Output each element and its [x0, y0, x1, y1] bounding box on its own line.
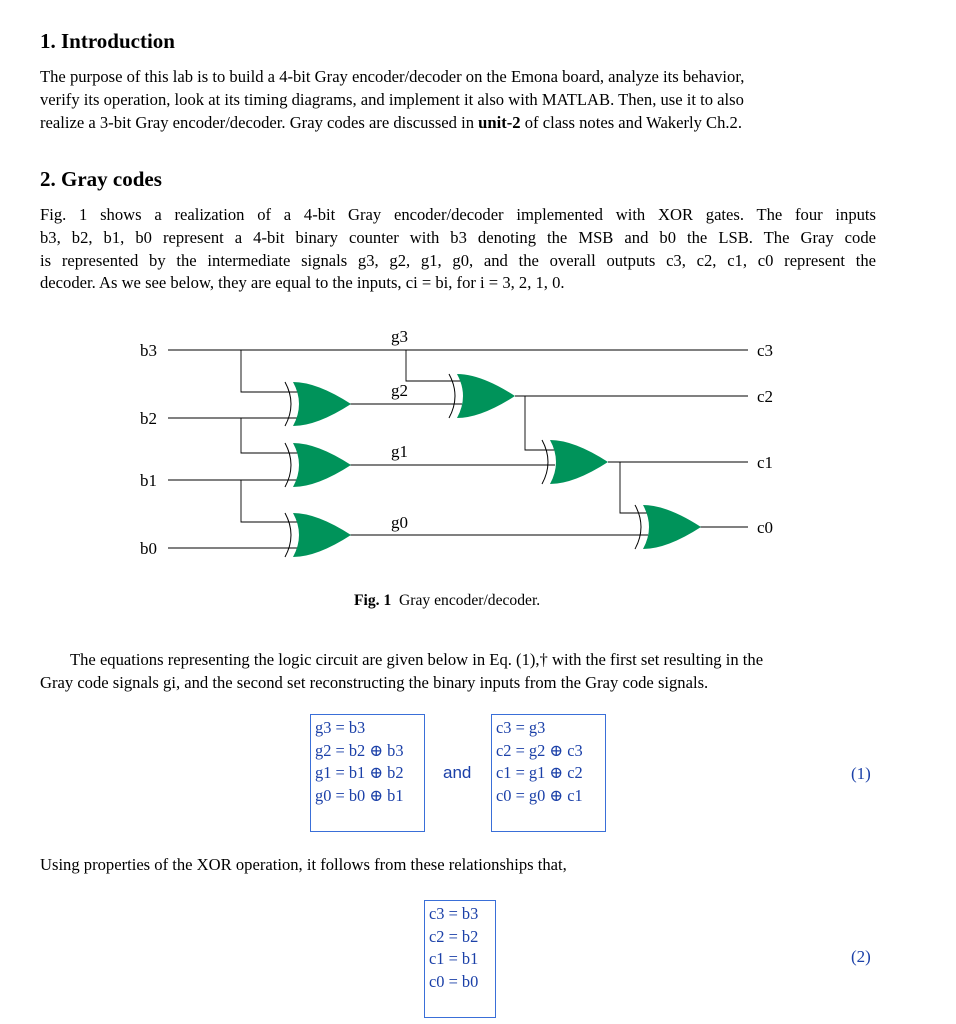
eq1-intro-line-1: The equations representing the logic circuit are given below in Eq. (1),† with the first set resulting in the: [70, 650, 764, 669]
eq1-right-line: c1 = g1 ⊕ c2: [496, 763, 583, 782]
eq1-connector: and: [443, 763, 472, 782]
eq1-left-line: g2 = b2 ⊕ b3: [315, 740, 404, 760]
intro-bold-unit: unit-2: [478, 112, 521, 132]
label-c2: c2: [757, 387, 774, 406]
intro-line-3a: realize a 3-bit Gray encoder/decoder. Gray codes are discussed in: [40, 112, 475, 132]
section-heading-gray-codes: 2. Gray codes: [40, 167, 162, 191]
eq1-right-line: c2 = g2 ⊕ c3: [496, 740, 583, 760]
eq1-left-line: g1 = b1 ⊕ b2: [315, 763, 404, 782]
intro-line-3b: of class notes and Wakerly Ch.2.: [524, 112, 743, 132]
xor-gate-c0: [635, 505, 701, 549]
label-b3: b3: [140, 341, 157, 360]
xor-gate-g2: [285, 382, 351, 426]
section-heading-introduction: 1. Introduction: [40, 29, 175, 53]
eq2-line: c0 = b0: [429, 971, 479, 991]
eq1-left-line: g0 = b0 ⊕ b1: [315, 785, 404, 805]
eq2-number: (2): [851, 947, 871, 966]
label-b2: b2: [140, 409, 157, 428]
gray-codes-paragraph: [40, 204, 876, 295]
eq1-right-line: c0 = g0 ⊕ c1: [496, 785, 583, 805]
label-c1: c1: [757, 453, 774, 472]
label-c0: c0: [757, 518, 774, 537]
gray-line-1: Fig. 1 shows a realization of a 4-bit Gray encoder/decoder implemented with XOR gates. The four inputs: [40, 205, 876, 224]
eq1-left-box: [310, 714, 425, 832]
xor-gate-c1: [542, 440, 608, 484]
intro-line-2: verify its operation, look at its timing diagrams, and implement it also with MATLAB. Then, use it to also: [40, 89, 744, 109]
eq1-left-line: g3 = b3: [315, 718, 366, 737]
gray-line-2: b3, b2, b1, b0 represent a 4-bit binary counter with b3 denoting the MSB and b0 the LSB. The Gray code: [40, 227, 876, 247]
intro-paragraph: [40, 66, 876, 134]
gray-line-3: is represented by the intermediate signals g3, g2, g1, g0, and the overall outputs c3, c2, c1, c0 represent the: [40, 250, 876, 270]
eq2-box: [424, 900, 496, 1018]
figure-caption: [354, 592, 540, 610]
eq2-intro-text: Using properties of the XOR operation, it follows from these relationships that,: [40, 855, 567, 874]
label-g0: g0: [391, 513, 408, 532]
eq1-number: (1): [851, 764, 871, 783]
intro-line-3: [40, 112, 876, 135]
caption-text: Gray encoder/decoder.: [399, 592, 541, 609]
eq2-line: c3 = b3: [429, 904, 479, 923]
eq1-intro-line-2: Gray code signals gi, and the second set reconstructing the binary inputs from the Gray code signals.: [40, 672, 709, 692]
label-g3: g3: [391, 327, 408, 346]
label-c3: c3: [757, 341, 774, 360]
label-g1: g1: [391, 442, 408, 461]
eq2-line: c2 = b2: [429, 926, 479, 946]
eq1-intro-paragraph: [40, 649, 876, 695]
xor-gate-g0: [285, 513, 351, 557]
gray-line-4: decoder. As we see below, they are equal to the inputs, ci = bi, for i = 3, 2, 1, 0.: [40, 273, 565, 293]
eq1-right-box: [491, 714, 606, 832]
label-g2: g2: [391, 381, 408, 400]
label-b1: b1: [140, 471, 157, 490]
intro-line-1: The purpose of this lab is to build a 4-bit Gray encoder/decoder on the Emona board, analyze its behavior,: [40, 67, 745, 86]
caption-label: Fig. 1: [354, 592, 392, 609]
label-b0: b0: [140, 539, 157, 558]
eq2-line: c1 = b1: [429, 949, 479, 968]
gray-circuit-figure: [0, 320, 956, 590]
eq1-right-line: c3 = g3: [496, 718, 546, 737]
